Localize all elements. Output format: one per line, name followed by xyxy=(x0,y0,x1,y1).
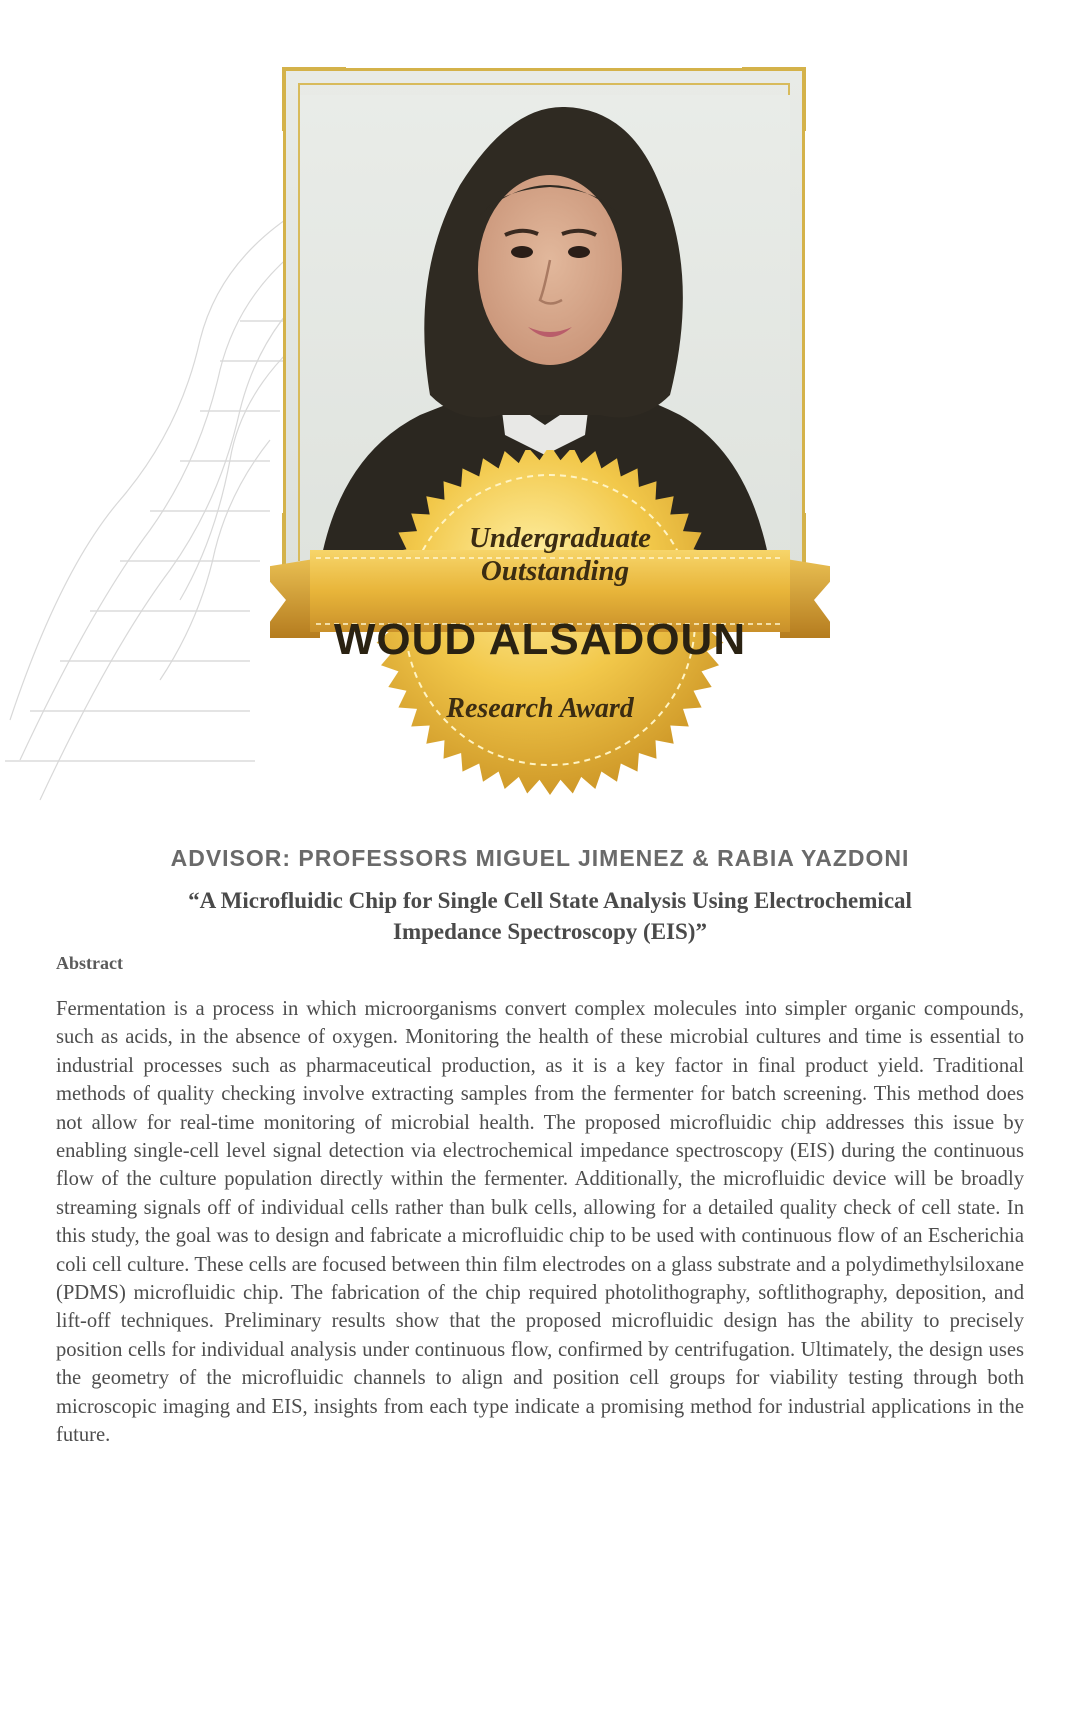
award-title-line1: Undergraduate xyxy=(468,522,652,554)
paper-title: “A Microfluidic Chip for Single Cell State Analysis Using Electrochemical Impedance Spectroscopy (EIS)” xyxy=(188,888,912,944)
advisor-line: ADVISOR: PROFESSORS MIGUEL JIMENEZ & RABIA YAZDONI xyxy=(170,845,910,871)
abstract-text: Fermentation is a process in which microorganisms convert complex molecules into simpler organic compounds, such as acids, in the absence of oxygen. Monitoring the health of these microbial cultures and time is essential to industrial processes such as pharmaceutical production, as it is a key factor in final product yield. Traditional methods of quality checking involve extracting samples from the fermenter for batch screening. This method does not allow for real-time monitoring of microbial health. The proposed microfluidic chip addresses this issue by enabling single-cell level signal detection via electrochemical impedance spectroscopy (EIS) during the continuous flow of the culture population directly within the fermenter. Additionally, the microfluidic device will be broadly streaming signals off of individual cells rather than bulk cells, allowing for a detailed quality check of cell state. In this study, the goal was to design and fabricate a microfluidic chip to be used with continuous flow of an Escherichia coli cell culture. These cells are focused between thin film electrodes on a glass substrate and a polydimethylsiloxane (PDMS) microfluidic chip. The fabrication of the chip required photolithography, softlithography, deposition, and lift-off techniques. Preliminary results show that the proposed microfluidic design has the ability to precisely position cells for individual analysis under continuous flow, confirmed by centrifugation. Ultimately, the design uses the geometry of the microfluidic channels to align and position cell groups for viability testing through both microscopic imaging and EIS, insights from each type indicate a promising method for industrial applications in the future. xyxy=(56,998,1024,1447)
abstract-heading: Abstract xyxy=(56,953,123,973)
award-title-line3: Research Award xyxy=(446,693,634,724)
award-title-line2: Outstanding xyxy=(480,555,630,587)
awardee-name: WOUD ALSADOUN xyxy=(333,615,747,664)
